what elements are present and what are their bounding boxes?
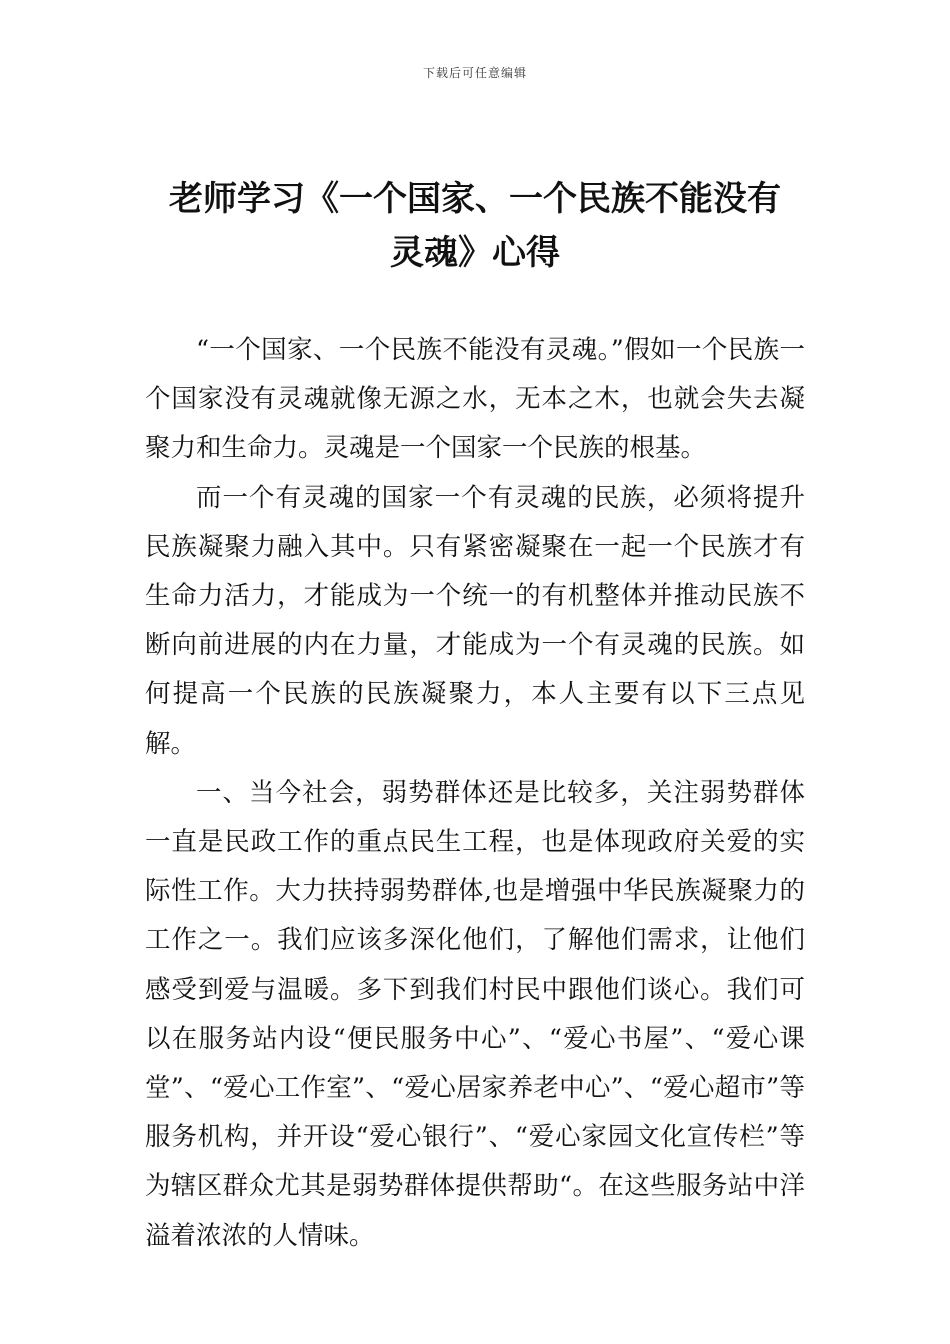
- title-line-2: 灵魂》心得: [390, 233, 560, 273]
- paragraph-2: 而一个有灵魂的国家一个有灵魂的民族，必须将提升民族凝聚力融入其中。只有紧密凝聚在一起一个民族才有生命力活力，才能成为一个统一的有机整体并推动民族不断向前进展的内在力量，才能成为一个有灵魂的民族。如何提高一个民族的民族凝聚力，本人主要有以下三点见解。: [145, 482, 805, 759]
- header-note: 下载后可任意编辑: [422, 66, 527, 80]
- paragraph-1: “一个国家、一个民族不能没有灵魂。”假如一个民族一个国家没有灵魂就像无源之水，无本之木，也就会失去凝聚力和生命力。灵魂是一个国家一个民族的根基。: [145, 335, 805, 464]
- title-line-1: 老师学习《一个国家、一个民族不能没有: [169, 179, 781, 219]
- paragraph-3: 一、当今社会，弱势群体还是比较多，关注弱势群体一直是民政工作的重点民生工程，也是体现政府关爱的实际性工作。大力扶持弱势群体,也是增强中华民族凝聚力的工作之一。我们应该多深化他们，了解他们需求，让他们感受到爱与温暖。多下到我们村民中跟他们谈心。我们可以在服务站内设“便民服务中心”、“爱心书屋”、“爱心课堂”、“爱心工作室”、“爱心居家养老中心”、“爱心超市”等服务机构，并开设“爱心银行”、“爱心家园文化宣传栏”等为辖区群众尤其是弱势群体提供帮助“。在这些服务站中洋溢着浓浓的人情味。: [145, 777, 805, 1251]
- document-body: [145, 326, 805, 1261]
- document-title: [145, 172, 805, 280]
